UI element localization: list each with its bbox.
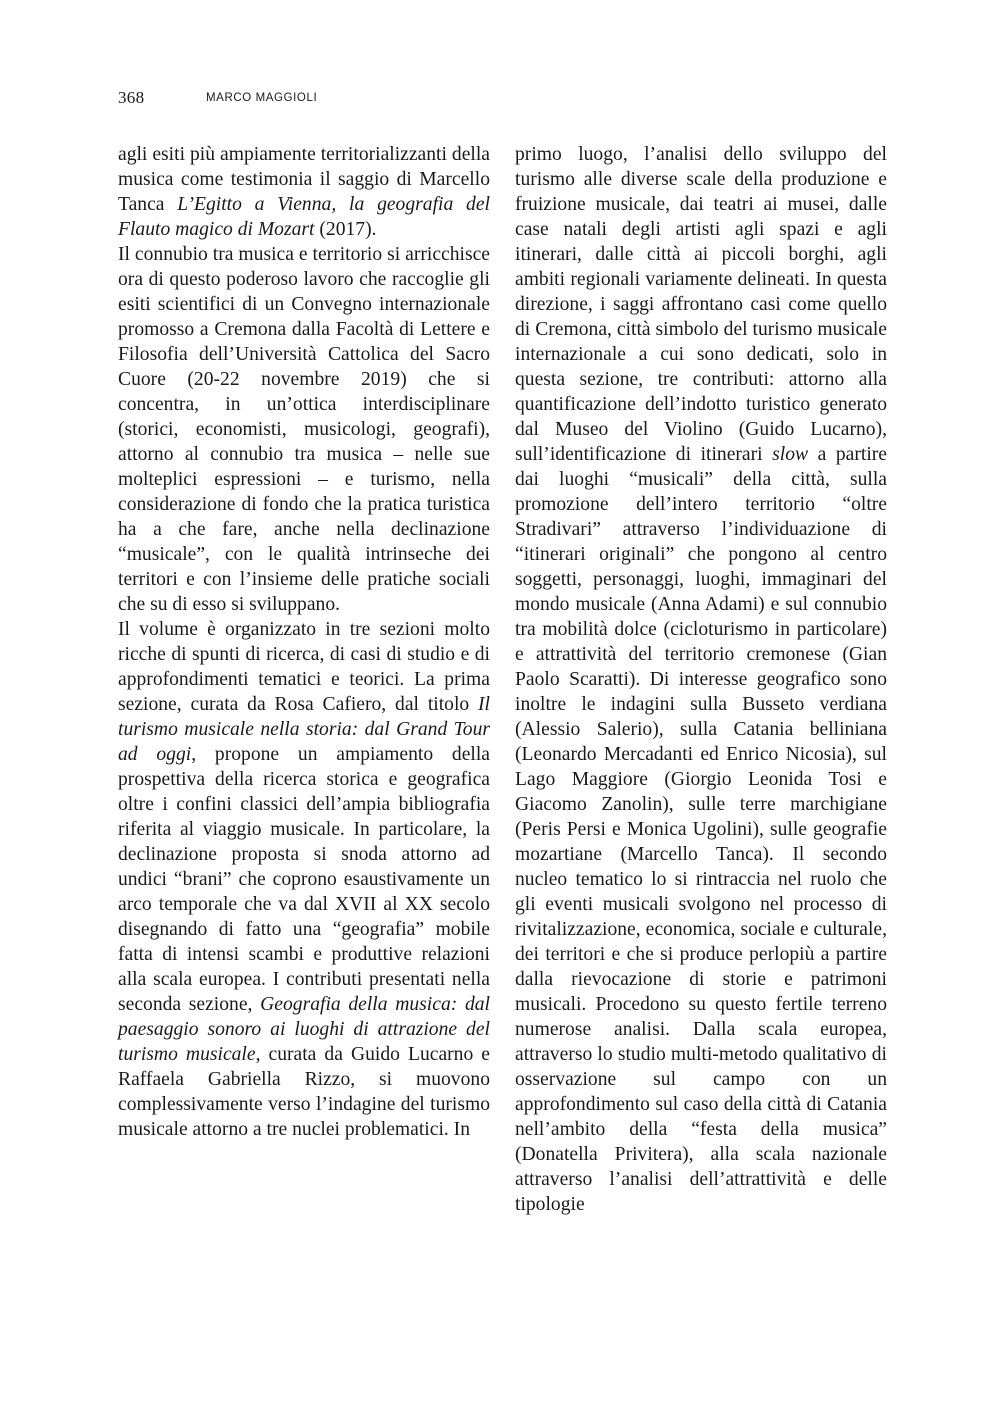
italic-title: L’Egitto a Vienna, la geografia del Flauto magico di Mozart bbox=[118, 194, 490, 240]
paragraph-3 bbox=[118, 617, 490, 1142]
left-column bbox=[118, 142, 490, 1142]
italic-word: slow bbox=[772, 444, 809, 465]
page-number: 368 bbox=[118, 88, 145, 107]
paragraph-text: a partire dai luoghi “musicali” della città, sulla promozione dell’intero territorio “oltre Stradivari” attraverso l’individuazione di “itinerari originali” che pongono al centro soggetti, personaggi, luoghi, immaginari del mondo musicale (Anna Adami) e sul connubio tra mobilità dolce (cicloturismo in particolare) e attrattività del territorio cremonese (Gian Paolo Scaratti). Di interesse geografico sono inoltre le indagini sulla Busseto verdiana (Alessio Salerio), sulla Catania belliniana (Leonardo Mercadanti ed Enrico Nicosia), sul Lago Maggiore (Giorgio Leonida Tosi e Giacomo Zanolin), sulle terre marchigiane (Peris Persi e Monica Ugolini), sulle geografie mozartiane (Marcello Tanca). Il secondo nucleo tematico lo si rintraccia nel ruolo che gli eventi musicali svolgono nel processo di rivitalizzazione, economica, sociale e culturale, dei territori e che si produce perlopiù a partire dalla rievocazione di storie e patrimoni musicali. Procedono su questo fertile terreno numerose analisi. Dalla scala europea, attraverso lo studio multi-metodo qualitativo di osservazione sul campo con un approfondimento sul caso della città di Catania nell’ambito della “festa della musica” (Donatella Privitera), alla scala nazionale attraverso l’analisi dell’attrattività e delle tipologie bbox=[515, 444, 887, 1215]
paragraph-2: Il connubio tra musica e territorio si arricchisce ora di questo poderoso lavoro che raccoglie gli esiti scientifici di un Convegno internazionale promosso a Cremona dalla Facoltà di Lettere e Filosofia dell’Università Cattolica del Sacro Cuore (20-22 novembre 2019) che si concentra, in un’ottica interdisciplinare (storici, economisti, musicologi, geografi), attorno al connubio tra musica – nelle sue molteplici espressioni – e turismo, nella considerazione di fondo che la pratica turistica ha a che fare, anche nella declinazione “musicale”, con le qualità intrinseche dei territori e con l’insieme delle pratiche sociali che su di esso si sviluppano. bbox=[118, 244, 490, 615]
paragraph-text: , propone un ampiamento della prospettiva della ricerca storica e geografica oltre i confini classici dell’ampia bibliografia riferita al viaggio musicale. In particolare, la declinazione proposta si snoda attorno ad undici “brani” che coprono esaustivamente un arco temporale che va dal XVII al XX secolo disegnando di fatto una “geografia” mobile fatta di intensi scambi e produttive relazioni alla scala europea. I contributi presentati nella seconda sezione, bbox=[118, 744, 490, 1015]
paragraph-text: agli esiti più ampiamente territorializzanti della musica come testimonia il saggio di Marcello Tanca bbox=[118, 144, 490, 215]
paragraph-continuation bbox=[515, 142, 887, 1217]
italic-title: Il turismo musicale nella storia: dal Grand Tour ad oggi bbox=[118, 694, 490, 765]
italic-title: Geografia della musica: dal paesaggio sonoro ai luoghi di attrazione del turismo musicale bbox=[118, 994, 490, 1065]
paragraph-1 bbox=[118, 142, 490, 242]
paragraph-text: , curata da Guido Lucarno e Raffaela Gabriella Rizzo, si muovono complessivamente verso l’indagine del turismo musicale attorno a tre nuclei problematici. In bbox=[118, 1044, 490, 1140]
paragraph-text: Il volume è organizzato in tre sezioni molto ricche di spunti di ricerca, di casi di studio e di approfondimenti tematici e teorici. La prima sezione, curata da Rosa Cafiero, dal titolo bbox=[118, 619, 490, 715]
running-title: MARCO MAGGIOLI bbox=[206, 92, 318, 104]
right-column bbox=[515, 142, 887, 1217]
paragraph-text: primo luogo, l’analisi dello sviluppo del turismo alle diverse scale della produzione e fruizione musicale, dai teatri ai musei, dalle case natali degli artisti agli spazi e agli itinerari, dalle città ai piccoli borghi, agli ambiti regionali variamente delineati. In questa direzione, i saggi affrontano casi come quello di Cremona, città simbolo del turismo musicale internazionale a cui sono dedicati, solo in questa sezione, tre contributi: attorno alla quantificazione dell’indotto turistico generato dal Museo del Violino (Guido Lucarno), sull’identificazione di itinerari bbox=[515, 144, 887, 465]
paragraph-text: (2017). bbox=[314, 219, 377, 240]
